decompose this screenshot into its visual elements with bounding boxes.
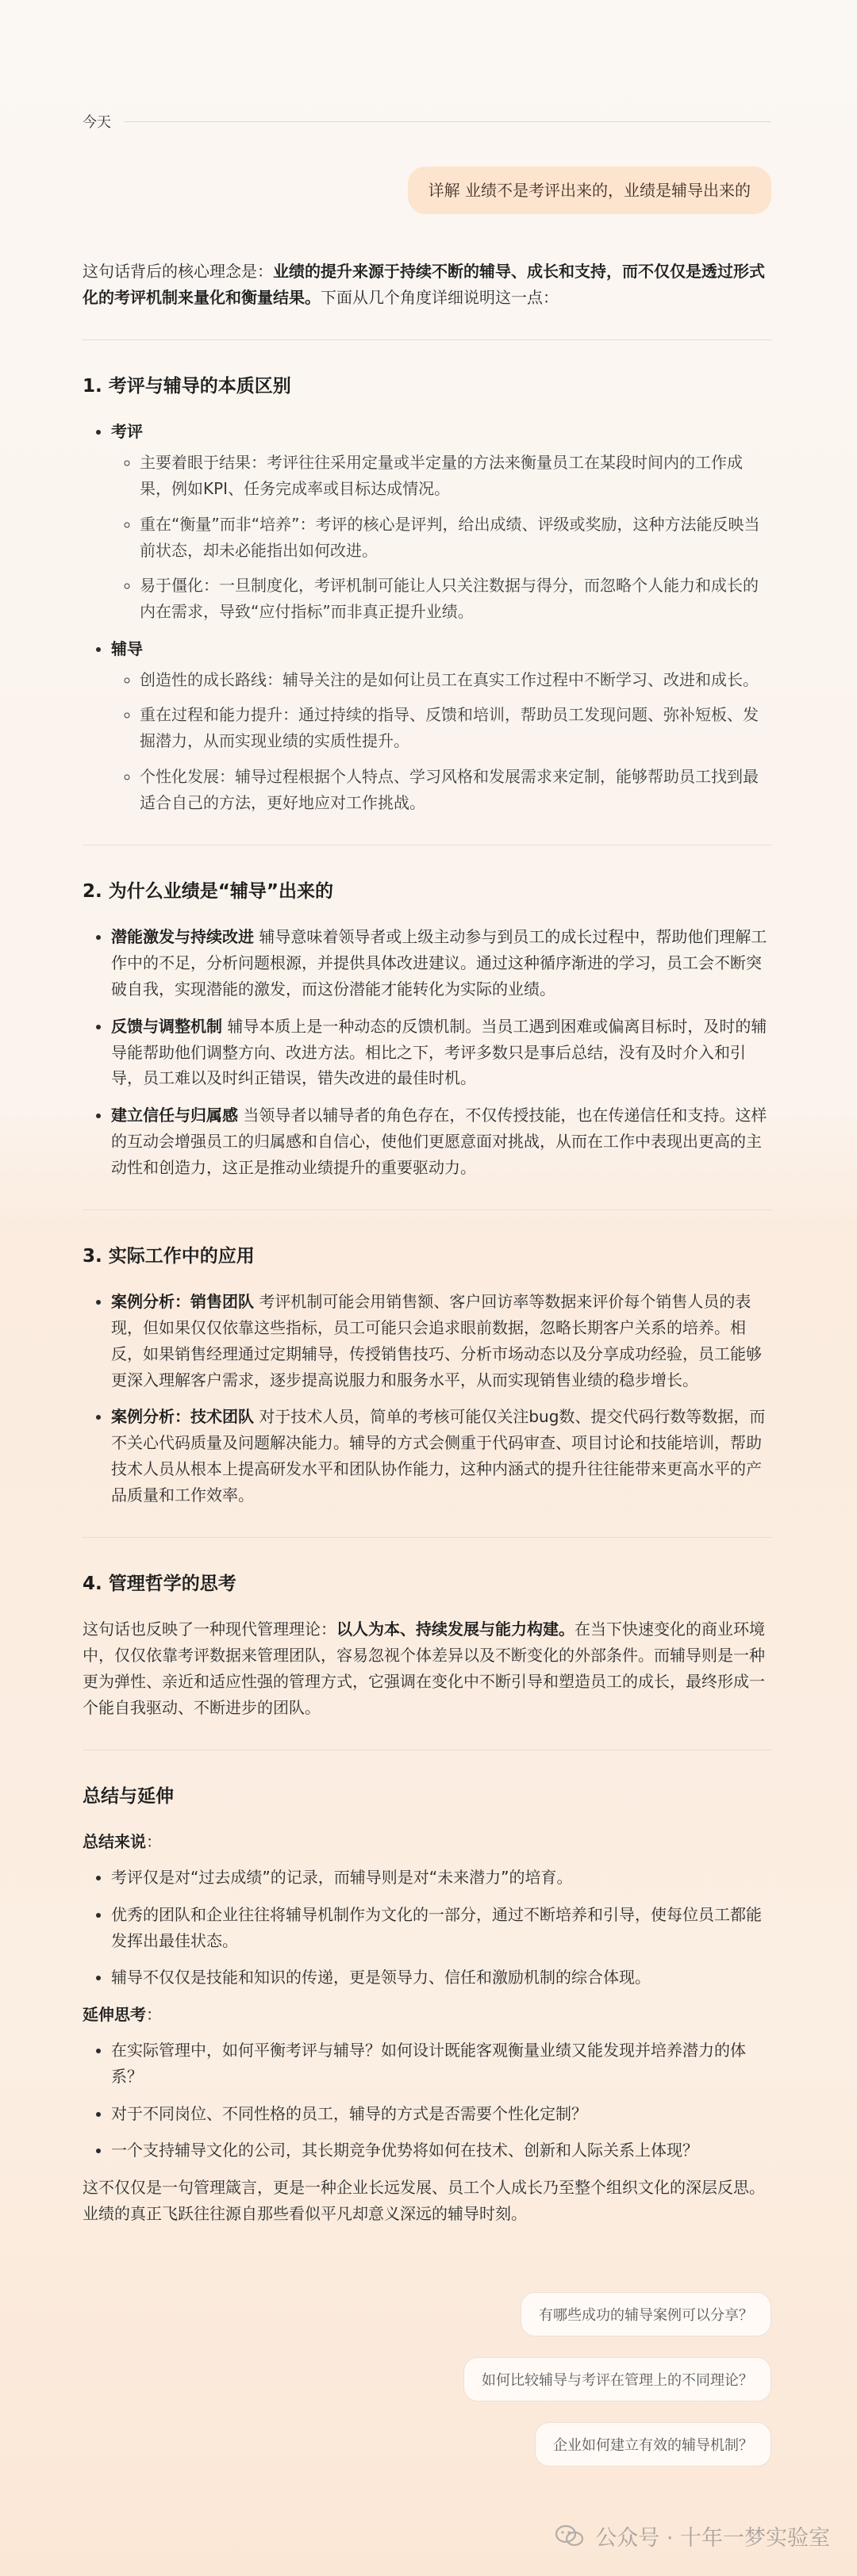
item-label: 辅导 bbox=[111, 638, 143, 658]
section-2-title: 2. 为什么业绩是“辅导”出来的 bbox=[83, 880, 333, 902]
list-item bbox=[111, 419, 771, 625]
list-item: • 在实际管理中，如何平衡考评与辅导？如何设计既能客观衡量业绩又能发现并培养潜力的体系？ bbox=[111, 2037, 771, 2090]
user-message-row bbox=[83, 167, 771, 214]
item-text: 辅导本质上是一种动态的反馈机制。当员工遇到困难或偏离目标时，及时的辅导能帮助他们调整方向、改进方法。相比之下，考评多数只是事后总结，没有及时介入和引导，员工难以及时纠正错误，错失改进的最佳时机。 bbox=[111, 1016, 767, 1088]
intro-suffix: 下面从几个角度详细说明这一点： bbox=[321, 287, 559, 307]
sub-list-item: ◦ 主要着眼于结果：考评往往采用定量或半定量的方法来衡量员工在某段时间内的工作成果，例如KPI、任务完成率或目标达成情况。 bbox=[140, 450, 771, 502]
list-item bbox=[111, 1404, 771, 1508]
followup-chip[interactable]: 企业如何建立有效的辅导机制？ bbox=[535, 2422, 771, 2467]
list-item bbox=[111, 1102, 771, 1180]
list-item: • 考评仅是对“过去成绩”的记录，而辅导则是对“未来潜力”的培育。 bbox=[111, 1865, 771, 1891]
summary-list bbox=[83, 1865, 771, 1991]
extension-subheading-label: 延伸思考 bbox=[83, 2005, 146, 2025]
item-text: 当领导者以辅导者的角色存在，不仅传授技能，也在传递信任和支持。这样的互动会增强员工的归属感和自信心，使他们更愿意面对挑战，从而在工作中表现出更高的主动性和创造力，这正是推动业绩提升的重要驱动力。 bbox=[111, 1106, 767, 1177]
wechat-official-account-icon bbox=[554, 2524, 586, 2548]
watermark bbox=[554, 2520, 830, 2551]
sub-list-item: ◦ 重在过程和能力提升：通过持续的指导、反馈和培训，帮助员工发现问题、弥补短板、发掘潜力，从而实现业绩的实质性提升。 bbox=[140, 702, 771, 754]
list-item: • 一个支持辅导文化的公司，其长期竞争优势将如何在技术、创新和人际关系上体现？ bbox=[111, 2137, 771, 2164]
item-text: 考评机制可能会用销售额、客户回访率等数据来评价每个销售人员的表现，但如果仅仅依靠这些指标，员工可能只会追求眼前数据，忽略长期客户关系的培养。相反，如果销售经理通过定期辅导，传授销售技巧、分析市场动态以及分享成功经验，员工能够更深入理解客户需求，逐步提高说服力和服务水平，从而实现销售业绩的稳步增长。 bbox=[111, 1292, 762, 1390]
list-item: • 优秀的团队和企业往往将辅导机制作为文化的一部分，通过不断培养和引导，使每位员工都能发挥出最佳状态。 bbox=[111, 1902, 771, 1954]
list-item bbox=[111, 1289, 771, 1393]
section-3-list bbox=[83, 1289, 771, 1508]
watermark-text: 公众号 · 十年一梦实验室 bbox=[595, 2526, 830, 2551]
intro-prefix: 这句话背后的核心理念是： bbox=[83, 262, 273, 281]
sub-list-item: ◦ 创造性的成长路线：辅导关注的是如何让员工在真实工作过程中不断学习、改进和成长。 bbox=[140, 667, 771, 693]
section-4-bold: 以人为本、持续发展与能力构建。 bbox=[336, 1620, 575, 1639]
closing-paragraph: 这不仅仅是一句管理箴言，更是一种企业长远发展、员工个人成长乃至整个组织文化的深层反思。业绩的真正飞跃往往源自那些看似平凡却意义深远的辅导时刻。 bbox=[83, 2178, 765, 2224]
item-label: 案例分析：销售团队 bbox=[111, 1292, 254, 1312]
summary-subheading bbox=[83, 1829, 771, 1855]
item-text: 对于技术人员，简单的考核可能仅关注bug数、提交代码行数等数据，而不关心代码质量及问题解决能力。辅导的方式会侧重于代码审查、项目讨论和技能培训，帮助技术人员从根本上提高研发水平和团队协作能力，这种内涵式的提升往往能带来更高水平的产品质量和工作效率。 bbox=[111, 1407, 766, 1505]
chat-conversation bbox=[83, 111, 771, 2227]
sub-list-item: ◦ 重在“衡量”而非“培养”：考评的核心是评判，给出成绩、评级或奖励，这种方法能反映当前状态，却未必能指出如何改进。 bbox=[140, 512, 771, 564]
section-4-suffix: 在当下快速变化的商业环境中，仅仅依靠考评数据来管理团队，容易忽视个体差异以及不断变化的外部条件。而辅导则是一种更为弹性、亲近和适应性强的管理方式，它强调在变化中不断引导和塑造员工的成长，最终形成一个能自我驱动、不断进步的团队。 bbox=[83, 1620, 765, 1717]
divider bbox=[83, 339, 771, 340]
summary-subheading-label: 总结来说 bbox=[83, 1832, 146, 1852]
suggested-followups bbox=[463, 2292, 771, 2467]
intro-bold: 业绩的提升来源于持续不断的辅导、成长和支持，而不仅仅是透过形式化的考评机制来量化和衡量结果。 bbox=[83, 262, 765, 307]
colon: ： bbox=[146, 2005, 162, 2025]
divider bbox=[83, 1209, 771, 1210]
sub-list bbox=[111, 450, 771, 625]
list-item bbox=[111, 924, 771, 1002]
date-label: 今天 bbox=[83, 114, 111, 131]
colon: ： bbox=[146, 1832, 162, 1852]
list-item bbox=[111, 636, 771, 816]
section-4-prefix: 这句话也反映了一种现代管理理论： bbox=[83, 1620, 336, 1639]
list-item bbox=[111, 1014, 771, 1091]
intro-paragraph bbox=[83, 259, 771, 311]
date-divider bbox=[83, 111, 771, 132]
sub-list-item: ◦ 个性化发展：辅导过程根据个人特点、学习风格和发展需求来定制，能够帮助员工找到最适合自己的方法，更好地应对工作挑战。 bbox=[140, 764, 771, 816]
summary-title: 总结与延伸 bbox=[83, 1785, 174, 1807]
sub-list-item: ◦ 易于僵化：一旦制度化，考评机制可能让人只关注数据与得分，而忽略个人能力和成长的内在需求，导致“应付指标”而非真正提升业绩。 bbox=[140, 573, 771, 625]
date-line bbox=[124, 121, 771, 122]
list-item: • 辅导不仅仅是技能和知识的传递，更是领导力、信任和激励机制的综合体现。 bbox=[111, 1965, 771, 1991]
section-1-title: 1. 考评与辅导的本质区别 bbox=[83, 375, 291, 397]
section-3-title: 3. 实际工作中的应用 bbox=[83, 1245, 255, 1267]
item-text: 辅导意味着领导者或上级主动参与到员工的成长过程中，帮助他们理解工作中的不足，分析问题根源，并提供具体改进建议。通过这种循序渐进的学习，员工会不断突破自我，实现潜能的激发，而这份潜能才能转化为实际的业绩。 bbox=[111, 927, 767, 999]
item-label: 案例分析：技术团队 bbox=[111, 1407, 254, 1427]
extension-subheading bbox=[83, 2002, 771, 2028]
list-item: • 对于不同岗位、不同性格的员工，辅导的方式是否需要个性化定制？ bbox=[111, 2101, 771, 2127]
section-1-list bbox=[83, 419, 771, 815]
assistant-answer bbox=[83, 259, 771, 2227]
followup-chip[interactable]: 如何比较辅导与考评在管理上的不同理论？ bbox=[463, 2357, 771, 2402]
item-label: 反馈与调整机制 bbox=[111, 1016, 222, 1036]
section-4-title: 4. 管理哲学的思考 bbox=[83, 1573, 236, 1594]
section-4-paragraph bbox=[83, 1616, 771, 1720]
item-label: 考评 bbox=[111, 422, 143, 442]
section-2-list bbox=[83, 924, 771, 1180]
user-message-bubble: 详解 业绩不是考评出来的，业绩是辅导出来的 bbox=[408, 167, 771, 214]
extension-list bbox=[83, 2037, 771, 2164]
divider bbox=[83, 1537, 771, 1538]
item-label: 潜能激发与持续改进 bbox=[111, 927, 254, 947]
followup-chip[interactable]: 有哪些成功的辅导案例可以分享？ bbox=[521, 2292, 771, 2336]
sub-list bbox=[111, 667, 771, 816]
item-label: 建立信任与归属感 bbox=[111, 1106, 238, 1125]
